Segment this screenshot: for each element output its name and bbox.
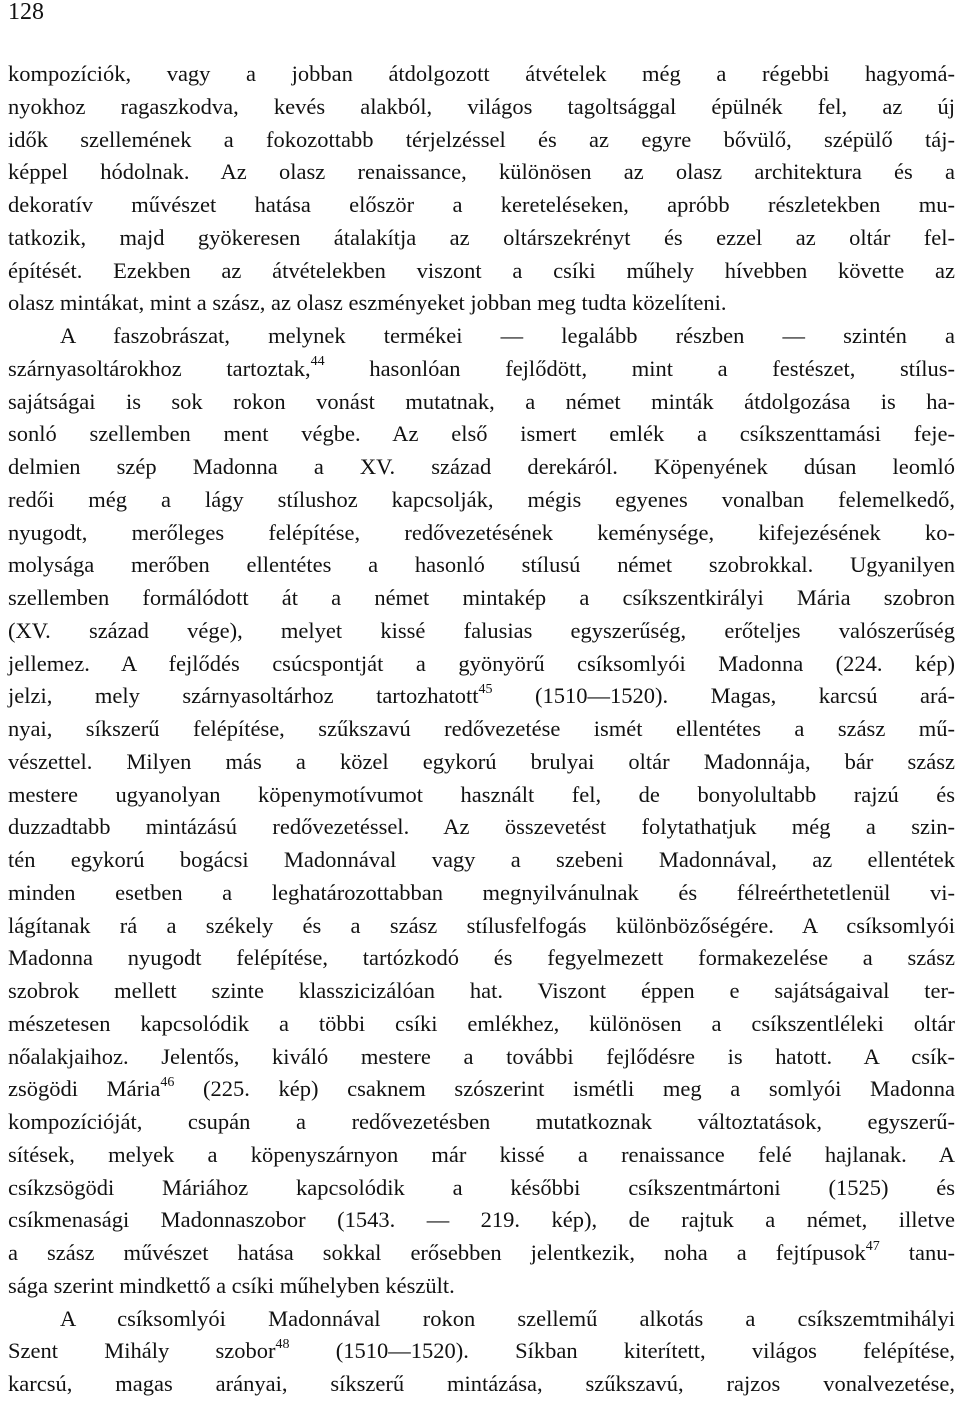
text-line: (XV. század vége), melyet kissé falusias egyszerűség, erőteljes valószerűség (8, 617, 955, 643)
text-line: tatkozik, majd gyökeresen átalakítja az oltárszekrényt és ezzel az oltár fel- (8, 224, 955, 250)
text-line: képpel hódolnak. Az olasz renaissance, különösen az olasz architektura és a (8, 159, 955, 185)
text-line: lágítanak rá a székely és a szász stílusfelfogás különbözőségére. A csíksomlyói (8, 912, 955, 938)
text-line (8, 1237, 955, 1270)
line-text-after-footnote: (225. kép) csaknem szószerint ismétli meg a somlyói Madonna (174, 1076, 956, 1102)
text-line: idők szellemének a fokozottabb térjelzéssel és az egyre bővülő, szépülő táj- (8, 126, 955, 152)
text-line: A faszobrászat, melynek termékei — legalább részben — szintén a (60, 323, 955, 348)
text-line: tén egykorú bogácsi Madonnával vagy a szebeni Madonnával, az ellentétek (8, 847, 955, 872)
line-text-after-footnote: (1510—1520). Magas, karcsú ará- (492, 683, 955, 709)
text-line: mestere ugyanolyan köpenymotívumot használt fel, de bonyolultabb rajzú és (8, 781, 955, 807)
line-text-after-footnote: tanu- (879, 1240, 955, 1265)
text-line: sága szerint mindkettő a csíki műhelyben készült. (8, 1272, 455, 1298)
footnote-marker: 47 (865, 1238, 880, 1254)
text-line: delmien szép Madonna a XV. század derekáról. Köpenyének dúsan leomló (8, 454, 955, 479)
page-number: 128 (8, 0, 44, 25)
text-line: A csíksomlyói Madonnával rokon szellemű alkotás a csíkszemtmihályi (60, 1305, 955, 1331)
text-line: nyai, síkszerű felépítése, szűkszavú redővezetése ismét ellentétes a szász mű- (8, 716, 955, 741)
text-line: olasz mintákat, mint a szász, az olasz eszményeket jobban meg tudta közelíteni. (8, 290, 727, 316)
text-line: csíkzsögödi Máriához kapcsolódik a későbbi csíkszentmártoni (1525) és (8, 1174, 955, 1200)
text-line: redői még a lágy stílushoz kapcsolják, mégis egyenes vonalban felemelkedő, (8, 486, 955, 512)
line-text-before-footnote: Szent Mihály szobor (8, 1338, 276, 1364)
text-line: vészettel. Milyen más a közel egykorú brulyai oltár Madonnája, bár szász (8, 748, 955, 774)
text-line: duzzadtabb mintázású redővezetéssel. Az összevetést folytathatjuk még a szin- (8, 814, 955, 840)
text-line: kompozícióját, csupán a redővezetésben mutatkoznak változtatások, egyszerű- (8, 1109, 955, 1134)
text-line (8, 680, 955, 713)
text-line: jellemez. A fejlődés csúcspontját a gyönyörű csíksomlyói Madonna (224. kép) (8, 650, 955, 676)
line-text-before-footnote: jelzi, mely szárnyasoltárhoz tartozhatott (8, 683, 479, 709)
line-text-before-footnote: a szász művészet hatása sokkal erősebben jelentkezik, noha a fejtípusok (8, 1240, 866, 1265)
footnote-marker: 44 (310, 354, 325, 370)
footnote-marker: 48 (275, 1336, 290, 1352)
text-line: nyugodt, merőleges felépítése, redővezetésének keménysége, kifejezésének ko- (8, 519, 955, 545)
footnote-marker: 45 (478, 681, 493, 697)
line-text-after-footnote: hasonlóan fejlődött, mint a festészet, stílus- (324, 355, 955, 381)
line-text-after-footnote: (1510—1520). Síkban kiterített, világos felépítése, (289, 1338, 955, 1364)
text-line: karcsú, magas arányai, síkszerű mintázása, szűkszavú, rajzos vonalvezetése, (8, 1371, 955, 1396)
line-text-before-footnote: zsögödi Mária (8, 1076, 161, 1102)
text-line: sonló szellemben ment végbe. Az első ismert emlék a csíkszenttamási feje- (8, 421, 955, 447)
text-line: kompozíciók, vagy a jobban átdolgozott átvételek még a régebbi hagyomá- (8, 61, 955, 86)
text-line: mészetesen kapcsolódik a többi csíki emlékhez, különösen a csíkszentléleki oltár (8, 1010, 955, 1036)
body-text (8, 58, 955, 1401)
footnote-marker: 46 (160, 1074, 175, 1090)
text-line: dekoratív művészet hatása először a kereteléseken, apróbb részletekben mu- (8, 192, 955, 217)
text-line: sítések, melyek a köpenyszárnyon már kissé a renaissance felé hajlanak. A (8, 1141, 955, 1167)
text-line: szellemben formálódott át a német mintakép a csíkszentkirályi Mária szobron (8, 585, 955, 610)
text-line: Madonna nyugodt felépítése, tartózkodó és fegyelmezett formakezelése a szász (8, 945, 955, 971)
text-line: minden esetben a leghatározottabban megnyilvánulnak és félreérthetetlenül vi- (8, 879, 955, 905)
text-line: nőalakjaihoz. Jelentős, kiváló mestere a további fejlődésre is hatott. A csík- (8, 1043, 955, 1069)
text-line: csíkmenasági Madonnaszobor (1543. — 219. kép), de rajtuk a német, illetve (8, 1207, 955, 1233)
text-line: molysága merőben ellentétes a hasonló stílusú német szobrokkal. Ugyanilyen (8, 552, 955, 578)
text-line: építését. Ezekben az átvételekben viszont a csíki műhely hívebben követte az (8, 257, 955, 283)
text-line (8, 353, 955, 386)
text-line (8, 1073, 955, 1106)
line-text-before-footnote: szárnyasoltárokhoz tartoztak, (8, 355, 311, 381)
text-line: szobrok mellett szinte klasszicizálóan hat. Viszont éppen e sajátságaival ter- (8, 978, 955, 1003)
text-line: nyokhoz ragaszkodva, kevés alakból, világos tagoltsággal épülnék fel, az új (8, 93, 955, 119)
text-line (8, 1335, 955, 1368)
text-line: sajátságai is sok rokon vonást mutatnak, a német minták átdolgozása is ha- (8, 388, 955, 414)
